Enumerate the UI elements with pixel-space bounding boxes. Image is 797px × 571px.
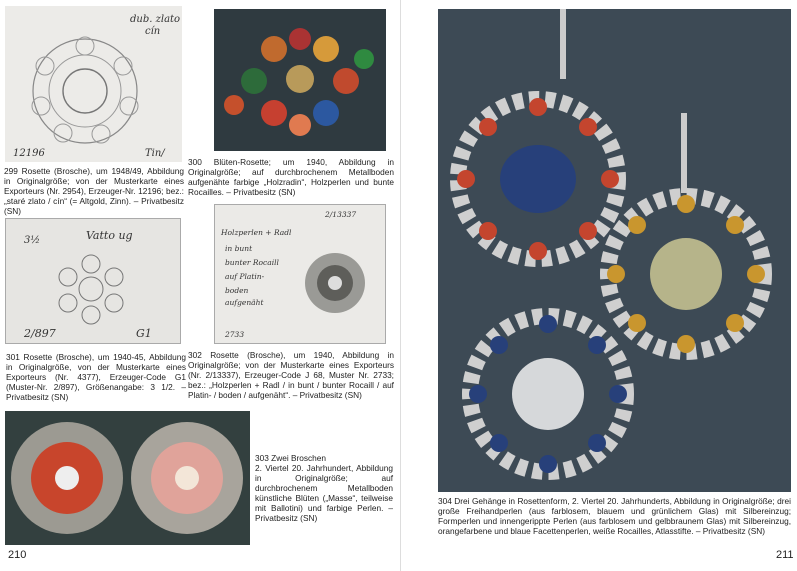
caption-304: 304 Drei Gehänge in Rosettenform, 2. Viertel 20. Jahrhunderts, Abbildung in Originalgröße; drei große Freihandperlen (aus farblosem, blauem und grünlichem Glas) mit Silbereinzug; Formperlen und innengerippte Perlen (aus farblosem und gelbbraunem Glas) mit Silbereinzug, orangefarbene und blaue Facettenperlen, weiße Rocailles, Atlasstifte. – Privatbesitz (SN) xyxy=(438,496,791,536)
figure-303-image xyxy=(5,411,250,545)
page-210 xyxy=(0,0,398,571)
handwriting-302-d: auf Platin- xyxy=(225,272,265,281)
caption-303: 303 Zwei Broschen 2. Viertel 20. Jahrhundert, Abbildung in Originalgröße; auf durchbrochenem Metallboden künstliche Blüten („Masse“, teilweise mit Ballotini) und farbige Perlen. – Privatbesitz (SN) xyxy=(255,453,393,523)
handwriting-302-f: aufgenäht xyxy=(225,298,264,307)
handwriting-301-d: G1 xyxy=(136,327,152,340)
handwriting-302-h: 2733 xyxy=(225,330,245,339)
handwriting-302-e: boden xyxy=(225,286,249,295)
caption-301: 301 Rosette (Brosche), um 1940-45, Abbildung in Originalgröße, von der Musterkarte eines Exporteurs (Nr. 4377), Erzeuger-Code G1 (Muster-Nr. 2/897), Größenangabe: 3 1/2. – Privatbesitz (SN) xyxy=(6,352,186,402)
page-number-right: 211 xyxy=(776,549,794,561)
three-pendants-304 xyxy=(438,9,791,492)
caption-302: 302 Rosette (Brosche), um 1940, Abbildung in Originalgröße; von der Musterkarte eines Exporteurs (Nr. 2/13337), Erzeuger-Code J 68, Muster Nr. 2733; bez.: „Holzperlen + Radl / in bunt / bunter Rocaill / auf Platin- / boden / aufgenäht“. – Privatbesitz (SN) xyxy=(188,350,394,400)
flower-brooch-300 xyxy=(214,9,386,151)
handwriting-301-b: Vatto ug xyxy=(86,229,133,242)
handwriting-302-g: 2/13337 xyxy=(325,210,357,219)
page-211 xyxy=(400,0,797,571)
sketch-rosette-299 xyxy=(5,6,182,162)
figure-302-image xyxy=(214,204,386,344)
handwriting-302-a: Holzperlen + Radl xyxy=(221,228,292,237)
handwriting-301-c: 2/897 xyxy=(24,327,56,340)
caption-300: 300 Blüten-Rosette; um 1940, Abbildung in Originalgröße; auf durchbrochenem Metallboden aufgenähte farbige „Holzradin“, Holzperlen und bunte Rocailles. – Privatbesitz (SN) xyxy=(188,157,394,197)
handwriting-302-c: bunter Rocaill xyxy=(225,258,279,267)
caption-299: 299 Rosette (Brosche), um 1948/49, Abbildung in Originalgröße; von der Musterkarte eines Exporteurs (Nr. 2954), Erzeuger-Nr. 12196; bez.: „staré zlato / cín“ (= Altgold, Zinn). – Privatbesitz (SN) xyxy=(4,166,184,216)
handwriting-299-b: cín xyxy=(145,26,161,37)
sample-card-302 xyxy=(215,205,386,344)
handwriting-299-c: 12196 xyxy=(13,148,45,159)
figure-301-image xyxy=(5,218,181,344)
figure-304-image xyxy=(438,9,791,492)
handwriting-302-b: in bunt xyxy=(225,244,253,253)
two-brooches-303 xyxy=(5,411,250,545)
sketch-rosette-301 xyxy=(6,219,181,344)
handwriting-299-a: dub. zlato xyxy=(130,14,181,25)
figure-300-image xyxy=(214,9,386,151)
handwriting-301-a: 3½ xyxy=(24,235,41,246)
page-number-left: 210 xyxy=(8,549,27,561)
handwriting-299-d: Tin/ xyxy=(145,148,165,159)
figure-299-image xyxy=(5,6,182,162)
